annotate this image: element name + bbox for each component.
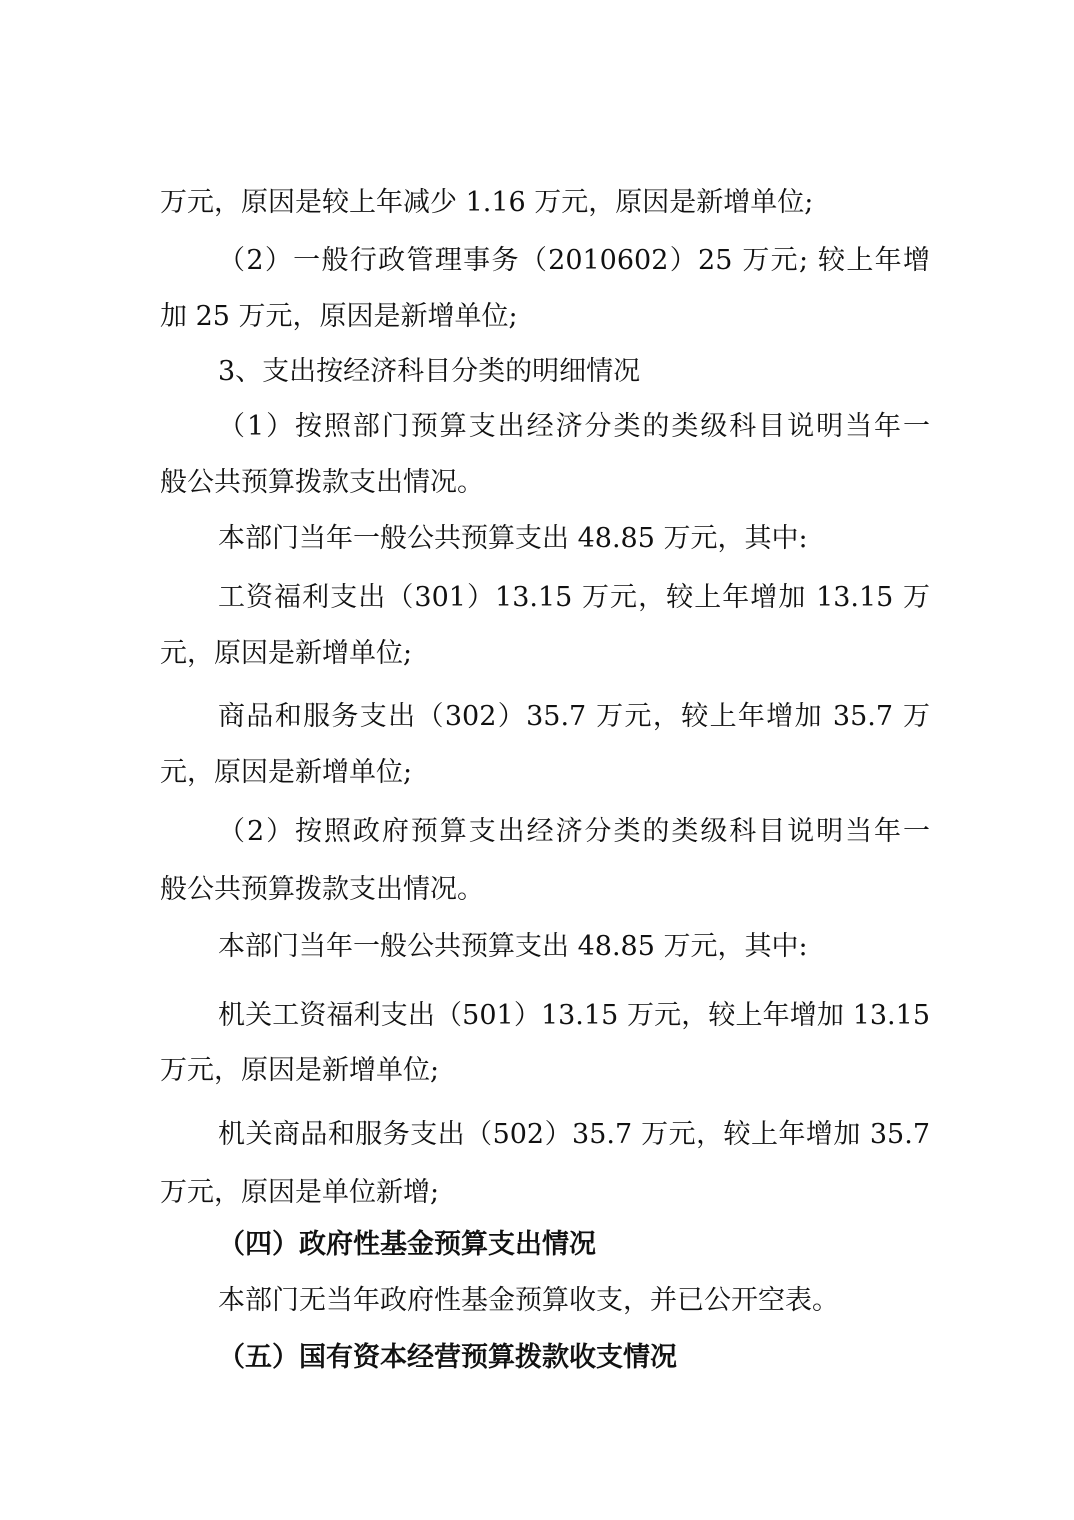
text-line-8: 工资福利支出（301）13.15 万元，较上年增加 13.15 万 (218, 582, 930, 613)
text-line-3: 加 25 万元，原因是新增单位; (160, 301, 518, 332)
text-line-15: 机关工资福利支出（501）13.15 万元，较上年增加 13.15 (218, 1000, 930, 1031)
text-line-5: （1）按照部门预算支出经济分类的类级科目说明当年一 (218, 411, 930, 442)
text-line-13: 般公共预算拨款支出情况。 (160, 874, 484, 905)
text-line-18: 万元，原因是单位新增; (160, 1177, 440, 1208)
text-line-14: 本部门当年一般公共预算支出 48.85 万元，其中: (218, 931, 808, 962)
text-line-16: 万元，原因是新增单位; (160, 1055, 440, 1086)
text-line-20: 本部门无当年政府性基金预算收支，并已公开空表。 (218, 1285, 839, 1316)
text-line-2: （2）一般行政管理事务（2010602）25 万元; 较上年增 (218, 245, 930, 276)
text-line-1: 万元，原因是较上年减少 1.16 万元，原因是新增单位; (160, 187, 814, 218)
text-line-17: 机关商品和服务支出（502）35.7 万元，较上年增加 35.7 (218, 1119, 930, 1150)
text-line-10: 商品和服务支出（302）35.7 万元，较上年增加 35.7 万 (218, 701, 930, 732)
text-line-9: 元，原因是新增单位; (160, 638, 413, 669)
section-heading-4: （四）政府性基金预算支出情况 (218, 1229, 596, 1260)
text-line-4: 3、支出按经济科目分类的明细情况 (218, 356, 641, 387)
text-line-12: （2）按照政府预算支出经济分类的类级科目说明当年一 (218, 816, 930, 847)
text-line-6: 般公共预算拨款支出情况。 (160, 467, 484, 498)
text-line-7: 本部门当年一般公共预算支出 48.85 万元，其中: (218, 523, 808, 554)
text-line-11: 元，原因是新增单位; (160, 757, 413, 788)
section-heading-5: （五）国有资本经营预算拨款收支情况 (218, 1342, 677, 1373)
